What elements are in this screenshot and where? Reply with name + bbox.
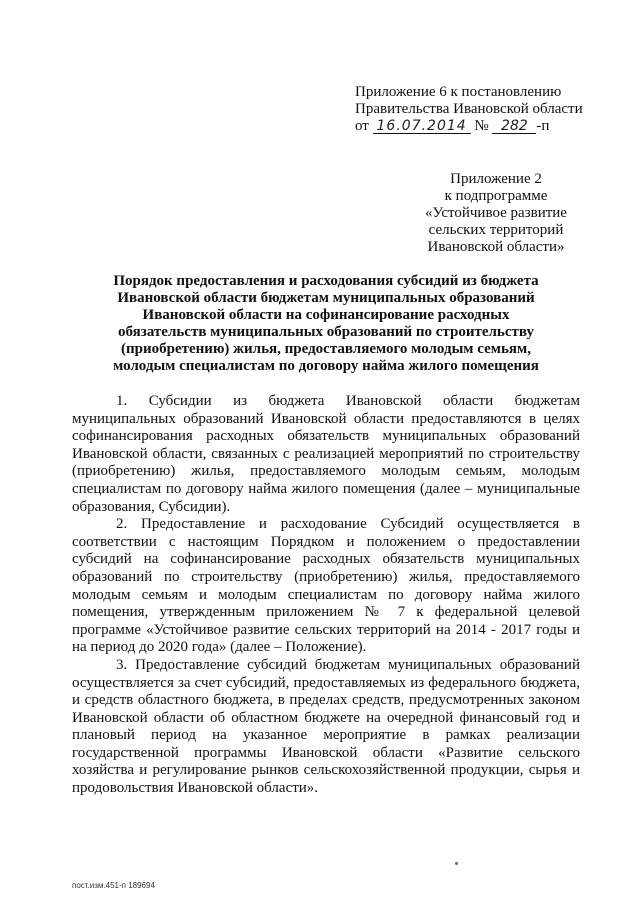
title-line: обязательств муниципальных образований по строительству bbox=[118, 324, 534, 340]
number-label: № bbox=[474, 118, 489, 134]
title-line: Ивановской области на софинансирование расходных bbox=[142, 307, 510, 323]
appendix-2-line: сельских территорий bbox=[428, 222, 564, 238]
title-line: Ивановской области бюджетам муниципальных образований bbox=[117, 290, 535, 306]
paragraph-3: 3. Предоставление субсидий бюджетам муниципальных образований осуществляется за счет субсидий, предоставляемых из федерального бюджета, и средств областного бюджета, в пределах средств, предусмотренных законом Ивановской области об областном бюджете на очередной финансовый год и плановый период на указанное мероприятие в рамках реализации государственной программы Ивановской области «Развитие сельского хозяйства и регулирование рынков сельскохозяйственной продукции, сырья и продовольствия Ивановской области». bbox=[72, 656, 580, 797]
appendix-6-block bbox=[355, 84, 583, 135]
appendix-6-line2: Правительства Ивановской области bbox=[355, 101, 583, 117]
appendix-6-date-line bbox=[355, 118, 580, 135]
appendix-2-line: к подпрограмме bbox=[444, 188, 548, 204]
appendix-2-block bbox=[416, 171, 576, 256]
title-line: (приобретению) жилья, предоставляемого молодым семьям, bbox=[121, 341, 531, 357]
document-title bbox=[72, 273, 580, 375]
handwritten-date: 16.07.2014 bbox=[373, 119, 471, 134]
scan-speck bbox=[455, 862, 458, 865]
from-label: от bbox=[355, 118, 369, 134]
number-suffix: -п bbox=[536, 118, 550, 134]
title-line: Порядок предоставления и расходования субсидий из бюджета bbox=[113, 273, 539, 289]
appendix-6-line1: Приложение 6 к постановлению bbox=[355, 84, 562, 100]
appendix-2-line: Приложение 2 bbox=[450, 171, 542, 187]
footer-code: пост.изм.451-п 189694 bbox=[72, 881, 155, 890]
title-line: молодым специалистам по договору найма жилого помещения bbox=[113, 358, 539, 374]
paragraph-1: 1. Субсидии из бюджета Ивановской области бюджетам муниципальных образований Ивановской области предоставляются в целях софинансирования расходных обязательств муниципальных образований Ивановской области, связанных с реализацией мероприятий по строительству (приобретению) жилья, предоставляемого молодым семьям, молодым специалистам по договору найма жилого помещения (далее – муниципальные образования, Субсидии). bbox=[72, 393, 580, 515]
document-body bbox=[72, 393, 580, 798]
appendix-2-line: «Устойчивое развитие bbox=[425, 205, 567, 221]
handwritten-number: 282 bbox=[492, 119, 536, 134]
appendix-2-line: Ивановской области» bbox=[427, 239, 565, 255]
paragraph-2: 2. Предоставление и расходование Субсидий осуществляется в соответствии с настоящим Порядком и положением о предоставлении субсидий на софинансирование расходных обязательств муниципальных образований по строительству (приобретению) жилья, предоставляемого молодым семьям и молодым специалистам по договору найма жилого помещения, утвержденным приложением № 7 к федеральной целевой программе «Устойчивое развитие сельских территорий на 2014 - 2017 годы и на период до 2020 года» (далее – Положение). bbox=[72, 516, 580, 656]
